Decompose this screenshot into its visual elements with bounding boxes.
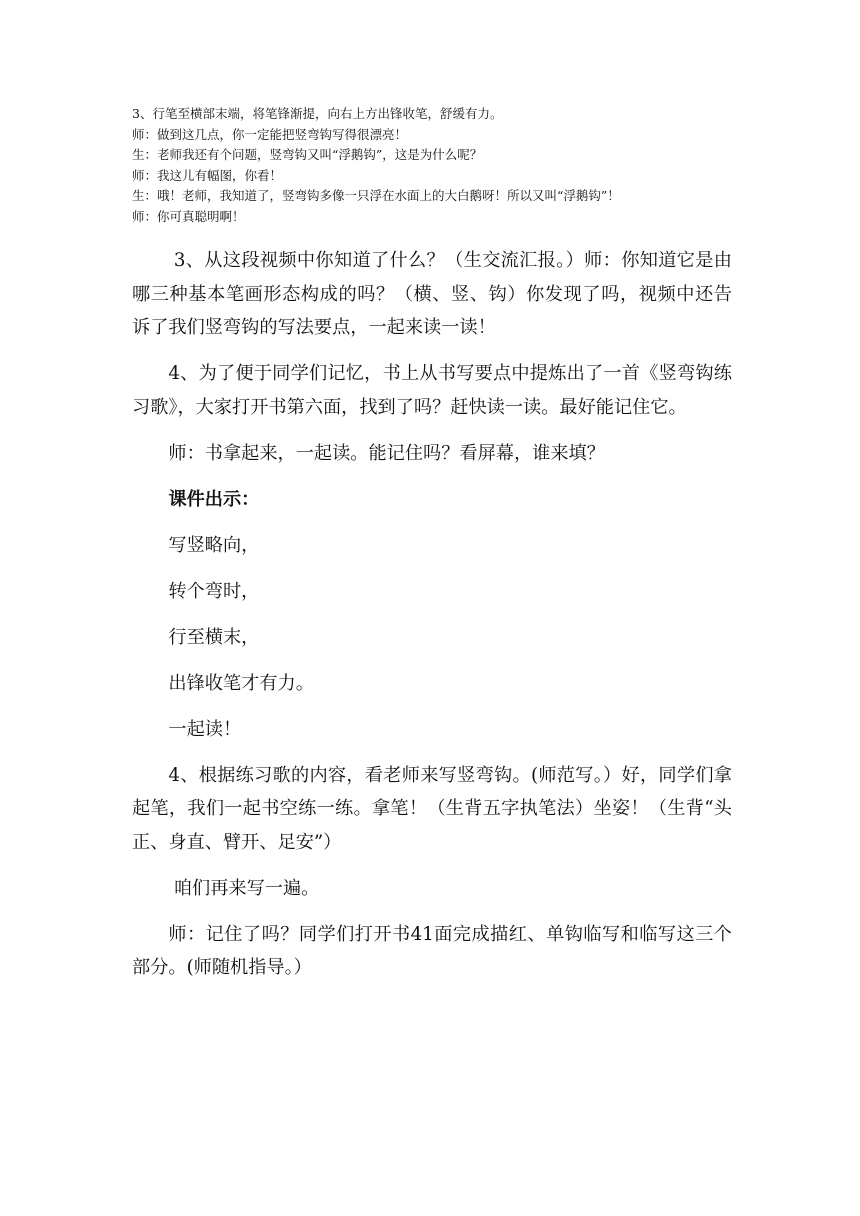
poem-line: 行至横末， xyxy=(168,626,260,648)
dialogue-block xyxy=(132,104,732,227)
courseware-heading: 课件出示： xyxy=(168,488,260,510)
paragraph-read-together: 师：书拿起来，一起读。能记住吗？看屏幕，谁来填？ xyxy=(168,442,605,464)
dialogue-line: 师：我这儿有幅图，你看！ xyxy=(132,167,283,183)
paragraph-write-again: 咱们再来写一遍。 xyxy=(173,877,320,899)
poem-line: 出锋收笔才有力。 xyxy=(168,672,314,694)
dialogue-line: 师：做到这几点，你一定能把竖弯钩写得很漂亮！ xyxy=(132,126,408,142)
body-text xyxy=(132,244,732,997)
dialogue-line: 3、行笔至横部末端，将笔锋渐提，向右上方出锋收笔，舒缓有力。 xyxy=(132,106,503,121)
paragraph-demo-writing: 4、根据练习歌的内容，看老师来写竖弯钩。(师范写。）好，同学们拿起笔，我们一起书空练一练。拿笔！（生背五字执笔法）坐姿！（生背“头正、身直、臂开、足安”） xyxy=(132,764,732,853)
dialogue-line: 生：哦！老师，我知道了，竖弯钩多像一只浮在水面上的大白鹅呀！所以又叫“浮鹅钩”！ xyxy=(132,188,620,203)
paragraph-practice-song: 4、为了便于同学们记忆，书上从书写要点中提炼出了一首《竖弯钩练习歌》，大家打开书第六面，找到了吗？赶快读一读。最好能记住它。 xyxy=(132,363,732,418)
paragraph-read-aloud: 一起读！ xyxy=(168,718,242,740)
dialogue-line: 师：你可真聪明啊！ xyxy=(132,208,245,224)
poem-line: 写竖略向， xyxy=(168,534,260,556)
paragraph-book-exercise: 师：记住了吗？同学们打开书41面完成描红、单钩临写和临写这三个部分。(师随机指导。） xyxy=(132,923,732,978)
paragraph-video-question: 3、从这段视频中你知道了什么？（生交流汇报。）师：你知道它是由哪三种基本笔画形态构成的吗？（横、竖、钩）你发现了吗，视频中还告诉了我们竖弯钩的写法要点，一起来读一读！ xyxy=(132,250,732,338)
dialogue-line: 生：老师我还有个问题，竖弯钩又叫“浮鹅钩”，这是为什么呢？ xyxy=(132,147,483,162)
poem-line: 转个弯时， xyxy=(168,580,260,602)
